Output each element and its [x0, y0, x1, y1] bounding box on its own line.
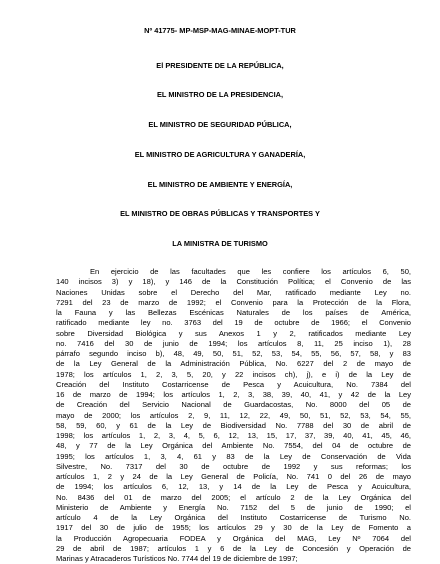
decree-body-paragraph	[56, 267, 411, 564]
body-line: 1917 del 30 de julio de 1955; los artículos 29 y 30 de la Ley de Fomento a	[56, 523, 411, 533]
heading-minister-presidency: EL MINISTRO DE LA PRESIDENCIA,	[156, 90, 284, 99]
body-line: ratificado mediante ley no. 3763 del 19 de octubre de 1966; el Convenio	[56, 318, 411, 328]
body-line: No. 8436 del 01 de marzo del 2005; el artículo 2 de la Ley Orgánica del	[56, 492, 411, 502]
body-line: artículos 1, 2 y 24 de la Ley General de Policía, No. 741 0 del 26 de mayo	[56, 472, 411, 481]
body-line: 1995; los artículos 1, 3, 4, 61 y 83 de la Ley de Conservación de Vida	[56, 451, 411, 461]
body-line: 140 incisos 3) y 18), y 146 de la Constitución Política; el Convenio de las	[56, 277, 411, 287]
heading-minister-public-works: EL MINISTRO DE OBRAS PÚBLICAS Y TRANSPORTES Y	[120, 209, 320, 218]
body-line: 1998; los artículos 1, 2, 3, 4, 5, 6, 12, 13, 15, 17, 37, 39, 40, 41, 45, 46,	[56, 431, 411, 440]
body-line: de la Ley General de la Administración Pública, No. 6227 del 2 de mayo de	[56, 359, 411, 369]
body-line: mayo de 2000; los artículos 2, 9, 11, 12, 22, 49, 50, 51, 52, 53, 54, 55,	[56, 410, 411, 420]
body-line: no. 7416 del 30 de junio de 1994; los artículos 8, 11, 25 inciso 1), 28	[56, 338, 411, 348]
body-line: Naciones Unidas sobre el Derecho del Mar, ratificado mediante Ley no.	[56, 287, 411, 297]
body-line: 1978; los artículos 1, 2, 3, 5, 20, y 22 incisos ch), j), e i) de la Ley de	[56, 369, 411, 379]
body-line: de 1994; los artículos 6, 12, 13, y 14 de la Ley de Pesca y Acuicultura,	[56, 482, 411, 492]
body-line: Marinas y Atracaderos Turísticos No. 7744 del 19 de diciembre de 1997;	[56, 554, 298, 563]
body-line: 58, 59, 60, y 61 de la Ley de Biodiversidad No. 7788 del 30 de abril de	[56, 420, 411, 430]
heading-minister-environment: EL MINISTRO DE AMBIENTE Y ENERGÍA,	[147, 180, 293, 189]
body-line: En ejercicio de las facultades que les confiere los artículos 6, 50,	[90, 267, 411, 276]
body-line: Silvestre, No. 7317 del 30 de octubre de 1992 y sus reformas; los	[56, 461, 411, 471]
body-line: la Fauna y las Bellezas Escénicas Naturales de los países de América,	[56, 308, 411, 317]
body-line: 29 de abril de 1987; artículos 1 y 6 de la Ley de Concesión y Operación de	[56, 543, 411, 553]
body-line: Ministerio de Ambiente y Energía No. 7152 del 5 de junio de 1990; el	[56, 502, 411, 512]
body-line: 48, y 77 de la Ley Orgánica del Ambiente No. 7554, del 04 de octubre de	[56, 441, 411, 451]
body-line: de Creación del Servicio Nacional de Guardacostas, No. 8000 del 05 de	[56, 400, 411, 410]
body-line: sobre Diversidad Biológica y sus Anexos 1 y 2, ratificados mediante Ley	[56, 328, 411, 338]
decree-number: Nº 41775- MP-MSP-MAG-MINAE-MOPT-TUR	[144, 26, 296, 35]
heading-president: El PRESIDENTE DE LA REPÚBLICA,	[156, 61, 284, 70]
body-line: la Producción Agropecuaria FODEA y Orgánica del MAG, Ley Nº 7064 del	[56, 533, 411, 543]
body-line: 7291 del 23 de marzo de 1992; el Convenio para la Protección de la Flora,	[56, 297, 411, 307]
body-line: artículo 4 de la Ley Orgánica del Instituto Costarricense de Turismo No.	[56, 513, 411, 522]
heading-minister-security: EL MINISTRO DE SEGURIDAD PÚBLICA,	[148, 120, 292, 129]
body-line: párrafo segundo inciso b), 48, 49, 50, 51, 52, 53, 54, 55, 56, 57, 58, y 83	[56, 349, 411, 358]
body-line: 16 de marzo de 1994; los artículos 1, 2, 3, 38, 39, 40, 41, y 42 de la Ley	[56, 390, 411, 399]
body-line: Creación del Instituto Costarricense de Pesca y Acuicultura, No. 7384 del	[56, 379, 411, 389]
heading-minister-tourism: LA MINISTRA DE TURISMO	[172, 239, 268, 248]
heading-minister-agriculture: EL MINISTRO DE AGRICULTURA Y GANADERÍA,	[134, 150, 306, 159]
